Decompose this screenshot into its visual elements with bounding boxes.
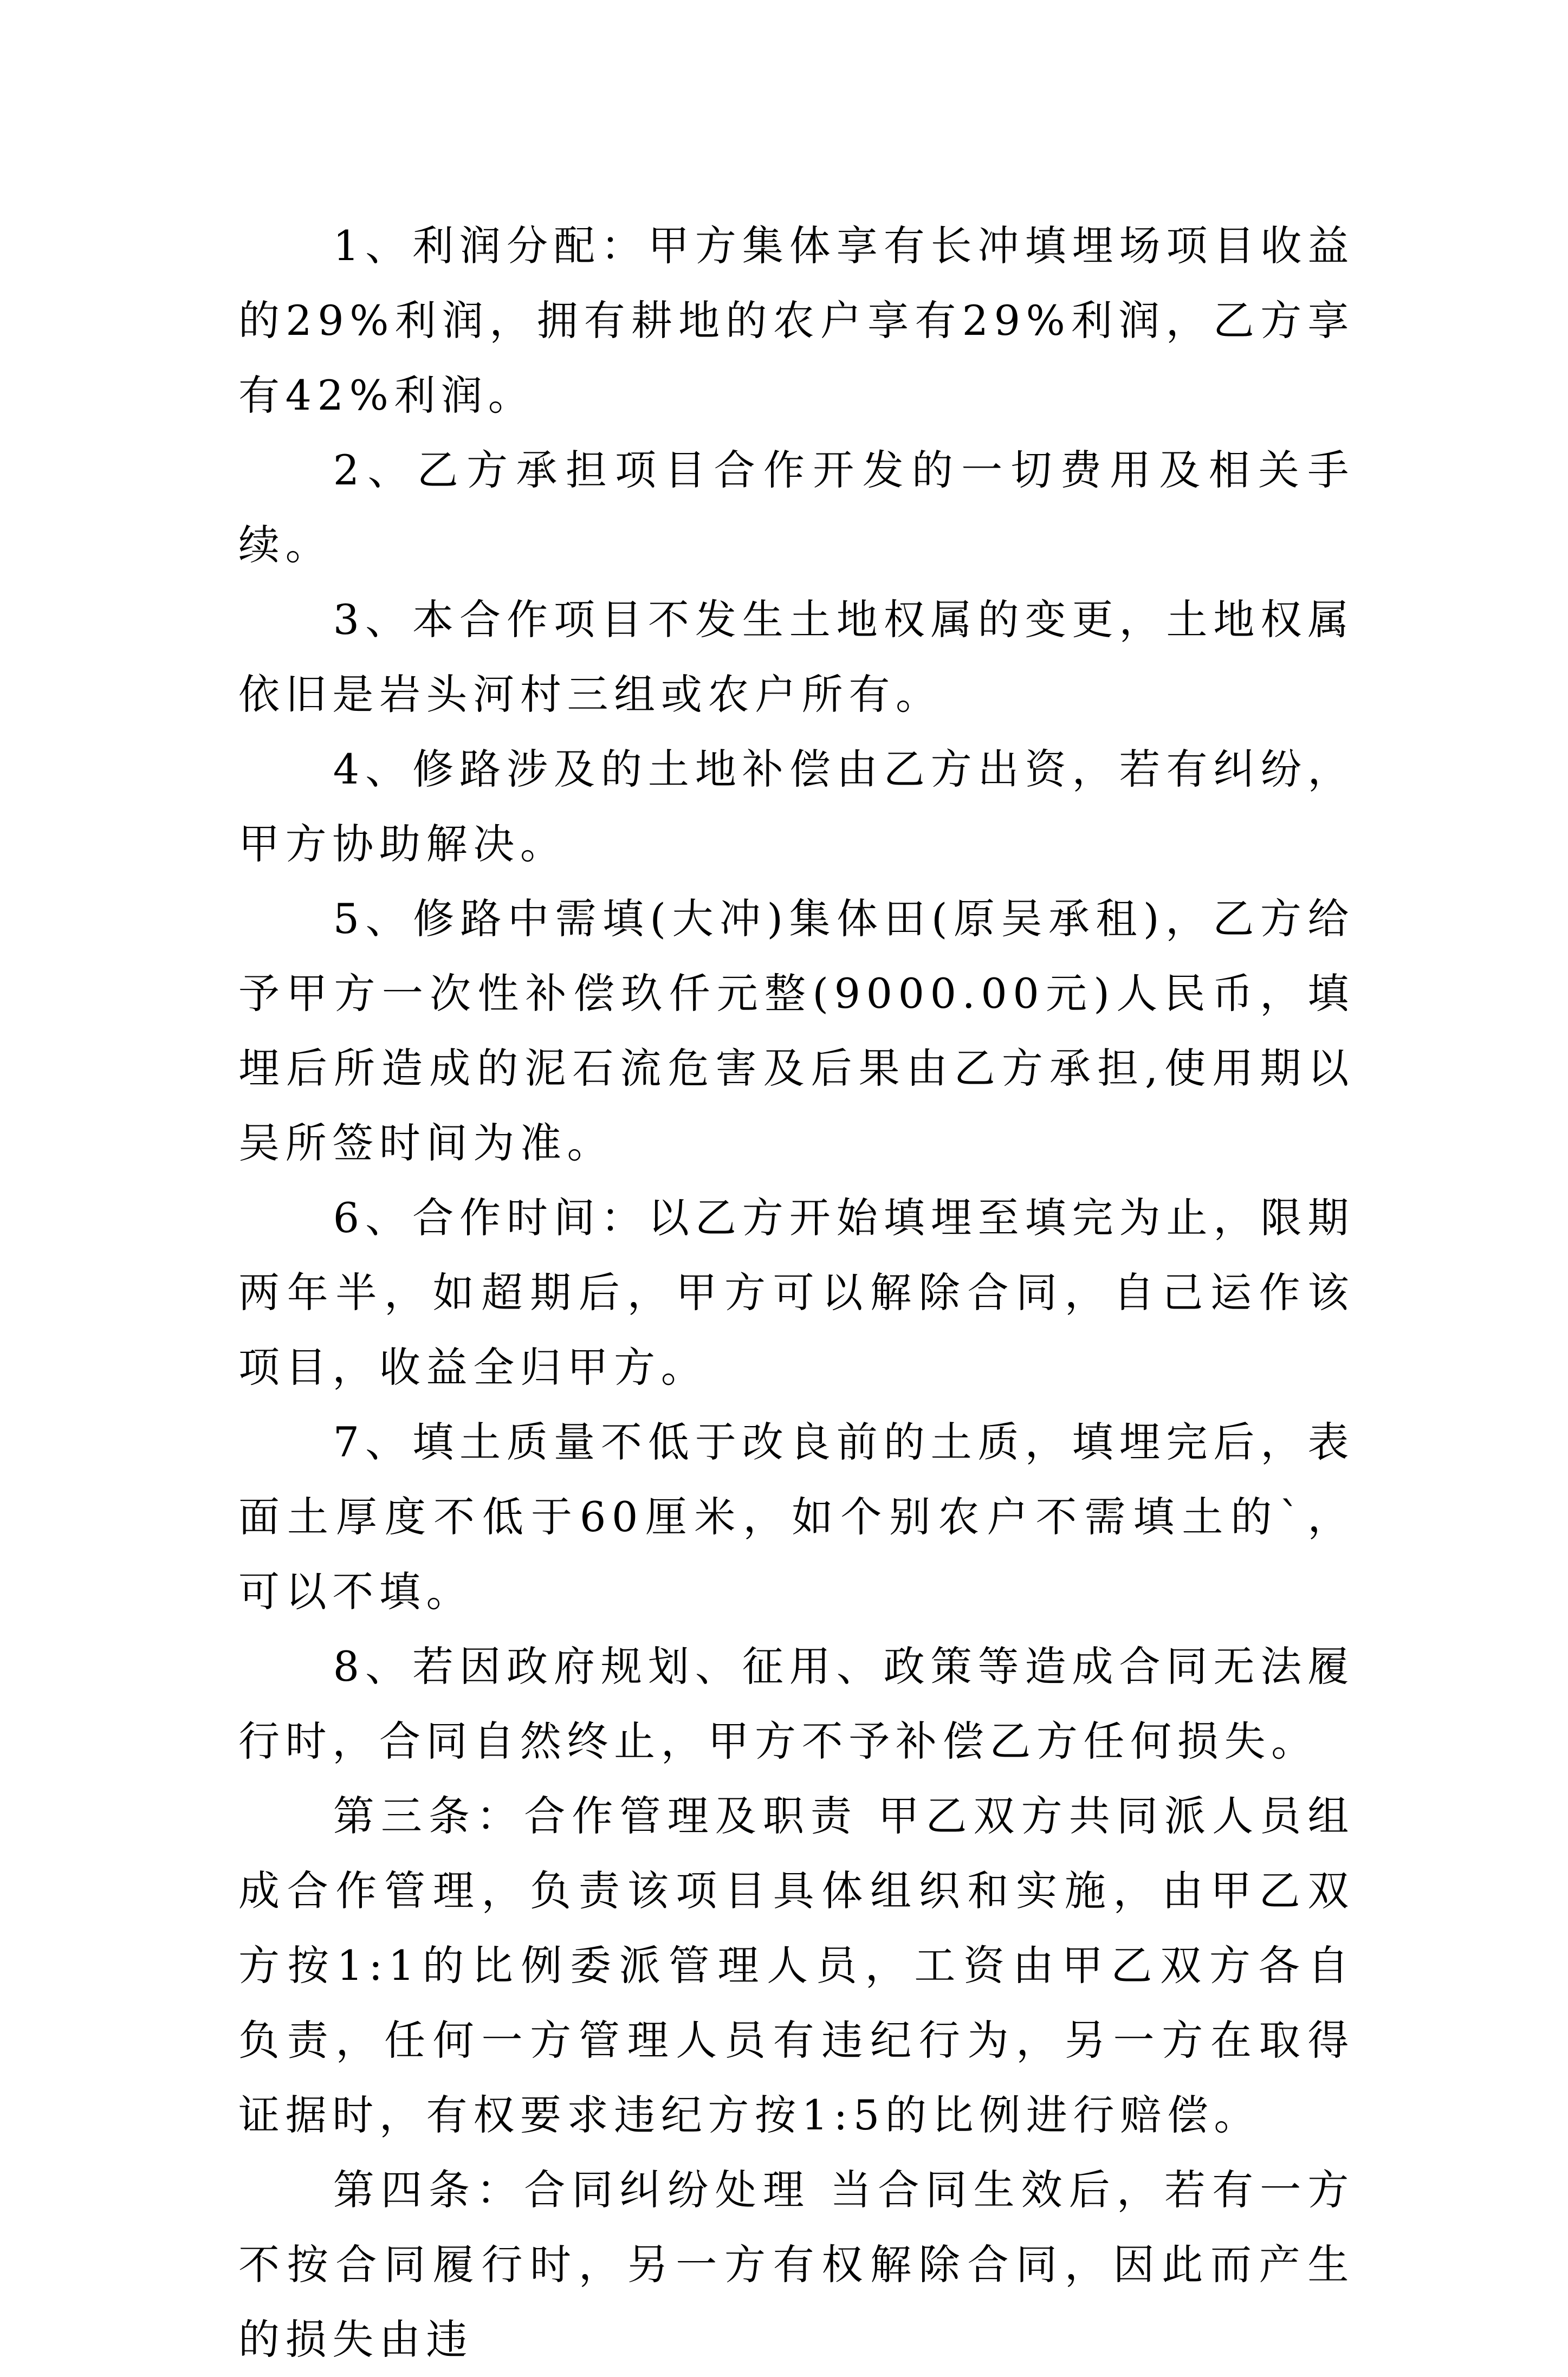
clause-costs: 2、乙方承担项目合作开发的一切费用及相关手续。 (238, 446, 1355, 569)
clause-road-compensation: 4、修路涉及的土地补偿由乙方出资，若有纠纷，甲方协助解决。 (238, 745, 1355, 868)
document-body (238, 209, 1355, 2377)
article-four-disputes: 第四条：合同纠纷处理 当合同生效后，若有一方不按合同履行时，另一方有权解除合同，因此而产生的损失由违 (238, 2166, 1355, 2363)
clause-force-majeure: 8、若因政府规划、征用、政策等造成合同无法履行时，合同自然终止，甲方不予补偿乙方任何损失。 (238, 1642, 1355, 1765)
clause-fill-quality: 7、填土质量不低于改良前的土质，填埋完后，表面土厚度不低于60厘米，如个别农户不需填土的`，可以不填。 (238, 1418, 1355, 1616)
clause-cooperation-period: 6、合作时间：以乙方开始填埋至填完为止，限期两年半，如超期后，甲方可以解除合同，自己运作该项目，收益全归甲方。 (238, 1194, 1355, 1391)
article-three-management: 第三条：合作管理及职责 甲乙双方共同派人员组成合作管理，负责该项目具体组织和实施，由甲乙双方按1:1的比例委派管理人员，工资由甲乙双方各自负责，任何一方管理人员有违纪行为，另一方在取得证据时，有权要求违纪方按1:5的比例进行赔偿。 (238, 1792, 1355, 2139)
clause-profit-distribution: 1、利润分配：甲方集体享有长冲填埋场项目收益的29%利润，拥有耕地的农户享有29%利润，乙方享有42%利润。 (238, 222, 1355, 419)
clause-land-ownership: 3、本合作项目不发生土地权属的变更，土地权属依旧是岩头河村三组或农户所有。 (238, 595, 1355, 718)
clause-field-compensation: 5、修路中需填(大冲)集体田(原吴承租)，乙方给予甲方一次性补偿玖仟元整(9000.00元)人民币，填埋后所造成的泥石流危害及后果由乙方承担,使用期以吴所签时间为准。 (238, 895, 1355, 1167)
